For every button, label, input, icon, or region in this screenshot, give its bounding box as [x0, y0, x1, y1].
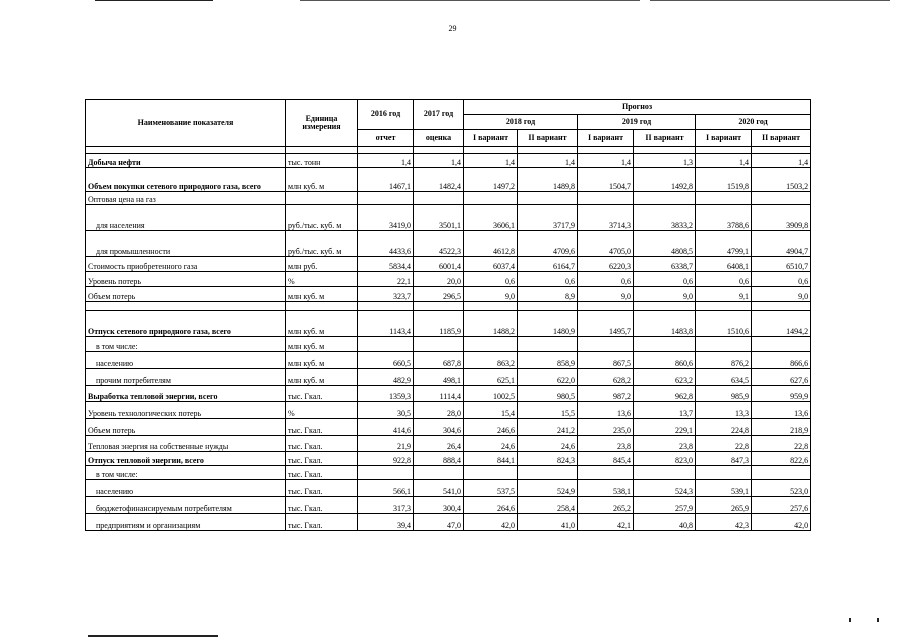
value-cell: 0,6 [518, 272, 578, 287]
value-cell: 498,1 [414, 369, 464, 386]
value-cell: 28,0 [414, 402, 464, 419]
indicator-name: населению [86, 352, 286, 369]
unit-cell: тыс. тонн [286, 154, 358, 168]
table-row [86, 168, 811, 192]
value-cell: 628,2 [578, 369, 634, 386]
value-cell [358, 466, 414, 480]
value-cell: 296,5 [414, 287, 464, 302]
value-cell: 524,9 [518, 480, 578, 497]
value-cell: 922,8 [358, 452, 414, 466]
value-cell: 847,3 [696, 452, 752, 466]
value-cell [634, 466, 696, 480]
value-cell: 224,8 [696, 419, 752, 436]
value-cell: 42,0 [464, 514, 518, 531]
value-cell: 9,0 [578, 287, 634, 302]
value-cell: 6510,7 [752, 257, 811, 272]
value-cell: 888,4 [414, 452, 464, 466]
value-cell [578, 466, 634, 480]
spacer-cell [286, 147, 358, 154]
value-cell: 860,6 [634, 352, 696, 369]
value-cell: 42,0 [752, 514, 811, 531]
header-2019-var1: I вариант [578, 130, 634, 147]
value-cell [464, 337, 518, 352]
unit-cell: % [286, 272, 358, 287]
value-cell: 1492,8 [634, 168, 696, 192]
spacer-cell [86, 147, 286, 154]
spacer-cell [634, 147, 696, 154]
value-cell: 537,5 [464, 480, 518, 497]
header-2020-var2: II вариант [752, 130, 811, 147]
value-cell: 634,5 [696, 369, 752, 386]
header-unit: Единица измерения [286, 100, 358, 147]
value-cell: 6001,4 [414, 257, 464, 272]
unit-cell: млн куб. м [286, 311, 358, 337]
table-row [86, 231, 811, 257]
value-cell: 844,1 [464, 452, 518, 466]
value-cell [696, 337, 752, 352]
unit-cell: тыс. Гкал. [286, 436, 358, 452]
header-report: отчет [358, 130, 414, 147]
value-cell: 0,6 [464, 272, 518, 287]
indicator-name: бюджетофинансируемым потребителям [86, 497, 286, 514]
value-cell: 23,8 [578, 436, 634, 452]
table-body [86, 147, 811, 531]
header-name: Наименование показателя [86, 100, 286, 147]
value-cell [696, 466, 752, 480]
value-cell: 22,1 [358, 272, 414, 287]
table-header [86, 100, 811, 147]
indicator-name: Объем покупки сетевого природного газа, всего [86, 168, 286, 192]
indicator-name: в том числе: [86, 337, 286, 352]
value-cell [414, 192, 464, 205]
scan-speck [849, 618, 851, 622]
scan-edge-line [95, 0, 213, 1]
table-row [86, 287, 811, 302]
header-2017: 2017 год [414, 100, 464, 130]
value-cell: 5834,4 [358, 257, 414, 272]
indicator-name: в том числе: [86, 466, 286, 480]
value-cell [464, 466, 518, 480]
value-cell: 3419,0 [358, 205, 414, 231]
value-cell: 845,4 [578, 452, 634, 466]
value-cell [634, 192, 696, 205]
value-cell: 13,6 [752, 402, 811, 419]
value-cell: 22,8 [752, 436, 811, 452]
table-row [86, 480, 811, 497]
value-cell: 987,2 [578, 386, 634, 402]
value-cell: 9,0 [464, 287, 518, 302]
header-2020: 2020 год [696, 115, 811, 130]
value-cell: 24,6 [518, 436, 578, 452]
scan-edge-line [300, 0, 640, 1]
spacer-cell [518, 147, 578, 154]
value-cell: 21,9 [358, 436, 414, 452]
value-cell [518, 466, 578, 480]
value-cell: 625,1 [464, 369, 518, 386]
value-cell: 6338,7 [634, 257, 696, 272]
value-cell: 47,0 [414, 514, 464, 531]
value-cell: 3501,1 [414, 205, 464, 231]
unit-cell: млн куб. м [286, 287, 358, 302]
value-cell: 1,4 [696, 154, 752, 168]
value-cell: 4433,6 [358, 231, 414, 257]
value-cell: 962,8 [634, 386, 696, 402]
indicator-name: для населения [86, 205, 286, 231]
table-row [86, 466, 811, 480]
table-row [86, 452, 811, 466]
value-cell: 1510,6 [696, 311, 752, 337]
value-cell: 538,1 [578, 480, 634, 497]
value-cell: 6220,3 [578, 257, 634, 272]
table-row [86, 402, 811, 419]
value-cell: 8,9 [518, 287, 578, 302]
forecast-table [85, 99, 811, 531]
unit-cell: тыс. Гкал. [286, 466, 358, 480]
header-estimate: оценка [414, 130, 464, 147]
spacer-cell [752, 147, 811, 154]
value-cell: 0,6 [752, 272, 811, 287]
value-cell: 524,3 [634, 480, 696, 497]
value-cell [578, 192, 634, 205]
indicator-name: Выработка тепловой энергии, всего [86, 386, 286, 402]
header-2018: 2018 год [464, 115, 578, 130]
table-row [86, 497, 811, 514]
value-cell: 42,1 [578, 514, 634, 531]
value-cell: 1,3 [634, 154, 696, 168]
value-cell: 1495,7 [578, 311, 634, 337]
value-cell: 6037,4 [464, 257, 518, 272]
value-cell: 23,8 [634, 436, 696, 452]
value-cell [696, 192, 752, 205]
value-cell: 541,0 [414, 480, 464, 497]
table-row [86, 419, 811, 436]
spacer-cell [414, 147, 464, 154]
indicator-name: Добыча нефти [86, 154, 286, 168]
value-cell [358, 192, 414, 205]
value-cell: 3833,2 [634, 205, 696, 231]
indicator-name: прочим потребителям [86, 369, 286, 386]
unit-cell [286, 192, 358, 205]
value-cell: 4709,6 [518, 231, 578, 257]
value-cell: 9,0 [752, 287, 811, 302]
value-cell: 24,6 [464, 436, 518, 452]
value-cell: 13,7 [634, 402, 696, 419]
value-cell [634, 337, 696, 352]
spacer-cell [634, 302, 696, 311]
spacer-cell [464, 147, 518, 154]
value-cell: 876,2 [696, 352, 752, 369]
unit-cell: тыс. Гкал. [286, 514, 358, 531]
value-cell: 414,6 [358, 419, 414, 436]
page-number: 29 [448, 24, 457, 33]
header-2018-var1: I вариант [464, 130, 518, 147]
value-cell: 539,1 [696, 480, 752, 497]
value-cell [464, 192, 518, 205]
unit-cell: млн куб. м [286, 369, 358, 386]
value-cell: 824,3 [518, 452, 578, 466]
value-cell: 985,9 [696, 386, 752, 402]
value-cell: 1359,3 [358, 386, 414, 402]
value-cell: 0,6 [634, 272, 696, 287]
value-cell: 4904,7 [752, 231, 811, 257]
value-cell: 1519,8 [696, 168, 752, 192]
value-cell: 39,4 [358, 514, 414, 531]
value-cell: 1,4 [414, 154, 464, 168]
value-cell: 257,6 [752, 497, 811, 514]
indicator-name: Оптовая цена на газ [86, 192, 286, 205]
value-cell: 566,1 [358, 480, 414, 497]
header-forecast: Прогноз [464, 100, 811, 115]
value-cell [518, 192, 578, 205]
value-cell: 6408,1 [696, 257, 752, 272]
value-cell: 3909,8 [752, 205, 811, 231]
spacer-cell [696, 147, 752, 154]
value-cell: 1494,2 [752, 311, 811, 337]
value-cell: 1482,4 [414, 168, 464, 192]
value-cell: 13,3 [696, 402, 752, 419]
value-cell: 4612,8 [464, 231, 518, 257]
value-cell: 687,8 [414, 352, 464, 369]
indicator-name: для промышленности [86, 231, 286, 257]
value-cell: 1,4 [358, 154, 414, 168]
value-cell: 0,6 [696, 272, 752, 287]
value-cell: 1480,9 [518, 311, 578, 337]
value-cell: 1002,5 [464, 386, 518, 402]
value-cell: 9,0 [634, 287, 696, 302]
value-cell: 300,4 [414, 497, 464, 514]
table-row [86, 337, 811, 352]
value-cell: 218,9 [752, 419, 811, 436]
value-cell: 3714,3 [578, 205, 634, 231]
value-cell: 20,0 [414, 272, 464, 287]
value-cell: 265,9 [696, 497, 752, 514]
value-cell: 22,8 [696, 436, 752, 452]
unit-cell: тыс. Гкал. [286, 386, 358, 402]
value-cell: 1489,8 [518, 168, 578, 192]
indicator-name: Уровень технологических потерь [86, 402, 286, 419]
spacer-cell [578, 147, 634, 154]
spacer-cell [752, 302, 811, 311]
value-cell [752, 466, 811, 480]
value-cell: 15,4 [464, 402, 518, 419]
value-cell: 623,2 [634, 369, 696, 386]
value-cell: 622,0 [518, 369, 578, 386]
scan-speck [877, 618, 879, 622]
indicator-name: Тепловая энергия на собственные нужды [86, 436, 286, 452]
unit-cell: млн руб. [286, 257, 358, 272]
value-cell: 980,5 [518, 386, 578, 402]
value-cell: 9,1 [696, 287, 752, 302]
value-cell: 1143,4 [358, 311, 414, 337]
value-cell: 1185,9 [414, 311, 464, 337]
table-row [86, 514, 811, 531]
indicator-name: Стоимость приобретенного газа [86, 257, 286, 272]
value-cell: 959,9 [752, 386, 811, 402]
value-cell: 235,0 [578, 419, 634, 436]
table-row [86, 205, 811, 231]
value-cell: 323,7 [358, 287, 414, 302]
spacer-cell [696, 302, 752, 311]
spacer-cell [518, 302, 578, 311]
value-cell: 482,9 [358, 369, 414, 386]
value-cell: 660,5 [358, 352, 414, 369]
spacer-cell [286, 302, 358, 311]
value-cell: 1,4 [518, 154, 578, 168]
table-row [86, 272, 811, 287]
value-cell: 42,3 [696, 514, 752, 531]
value-cell: 3717,9 [518, 205, 578, 231]
spacer-cell [358, 302, 414, 311]
indicator-name: Уровень потерь [86, 272, 286, 287]
unit-cell: тыс. Гкал. [286, 452, 358, 466]
value-cell [414, 466, 464, 480]
value-cell [518, 337, 578, 352]
table-row [86, 436, 811, 452]
value-cell: 264,6 [464, 497, 518, 514]
indicator-name: Отпуск сетевого природного газа, всего [86, 311, 286, 337]
value-cell: 40,8 [634, 514, 696, 531]
value-cell: 13,6 [578, 402, 634, 419]
value-cell: 858,9 [518, 352, 578, 369]
value-cell: 1504,7 [578, 168, 634, 192]
value-cell: 257,9 [634, 497, 696, 514]
value-cell: 4808,5 [634, 231, 696, 257]
value-cell [752, 337, 811, 352]
value-cell: 258,4 [518, 497, 578, 514]
value-cell: 822,6 [752, 452, 811, 466]
value-cell: 1503,2 [752, 168, 811, 192]
unit-cell: млн куб. м [286, 337, 358, 352]
table-spacer-row [86, 147, 811, 154]
value-cell: 1,4 [752, 154, 811, 168]
value-cell: 867,5 [578, 352, 634, 369]
table-row [86, 369, 811, 386]
scan-edge-line [88, 635, 218, 637]
table-row [86, 352, 811, 369]
unit-cell: млн куб. м [286, 168, 358, 192]
spacer-cell [414, 302, 464, 311]
value-cell: 3606,1 [464, 205, 518, 231]
value-cell: 229,1 [634, 419, 696, 436]
value-cell: 4705,0 [578, 231, 634, 257]
value-cell [578, 337, 634, 352]
spacer-cell [578, 302, 634, 311]
indicator-name: населению [86, 480, 286, 497]
header-2018-var2: II вариант [518, 130, 578, 147]
value-cell: 3788,6 [696, 205, 752, 231]
value-cell: 41,0 [518, 514, 578, 531]
table-row [86, 154, 811, 168]
value-cell: 304,6 [414, 419, 464, 436]
value-cell: 1488,2 [464, 311, 518, 337]
unit-cell: % [286, 402, 358, 419]
value-cell: 317,3 [358, 497, 414, 514]
table-row [86, 257, 811, 272]
value-cell: 4522,3 [414, 231, 464, 257]
value-cell: 241,2 [518, 419, 578, 436]
unit-cell: руб./тыс. куб. м [286, 231, 358, 257]
spacer-cell [464, 302, 518, 311]
value-cell: 863,2 [464, 352, 518, 369]
indicator-name: Отпуск тепловой энергии, всего [86, 452, 286, 466]
header-2019: 2019 год [578, 115, 696, 130]
value-cell: 1483,8 [634, 311, 696, 337]
unit-cell: руб./тыс. куб. м [286, 205, 358, 231]
value-cell: 1497,2 [464, 168, 518, 192]
indicator-name: Объем потерь [86, 419, 286, 436]
table-row [86, 311, 811, 337]
header-2019-var2: II вариант [634, 130, 696, 147]
value-cell: 1467,1 [358, 168, 414, 192]
spacer-cell [358, 147, 414, 154]
unit-cell: тыс. Гкал. [286, 419, 358, 436]
table-row [86, 192, 811, 205]
value-cell: 523,0 [752, 480, 811, 497]
value-cell: 866,6 [752, 352, 811, 369]
value-cell [414, 337, 464, 352]
unit-cell: тыс. Гкал. [286, 480, 358, 497]
value-cell: 823,0 [634, 452, 696, 466]
value-cell: 246,6 [464, 419, 518, 436]
scan-edge-line [650, 0, 890, 1]
value-cell: 265,2 [578, 497, 634, 514]
value-cell [752, 192, 811, 205]
indicator-name: предприятиям и организациям [86, 514, 286, 531]
value-cell: 4799,1 [696, 231, 752, 257]
table-row [86, 386, 811, 402]
value-cell: 6164,7 [518, 257, 578, 272]
value-cell [358, 337, 414, 352]
unit-cell: тыс. Гкал. [286, 497, 358, 514]
value-cell: 0,6 [578, 272, 634, 287]
value-cell: 30,5 [358, 402, 414, 419]
header-2016: 2016 год [358, 100, 414, 130]
spacer-cell [86, 302, 286, 311]
indicator-name: Объем потерь [86, 287, 286, 302]
header-2020-var1: I вариант [696, 130, 752, 147]
unit-cell: млн куб. м [286, 352, 358, 369]
table-spacer-row [86, 302, 811, 311]
value-cell: 26,4 [414, 436, 464, 452]
value-cell: 15,5 [518, 402, 578, 419]
value-cell: 1114,4 [414, 386, 464, 402]
value-cell: 1,4 [464, 154, 518, 168]
value-cell: 627,6 [752, 369, 811, 386]
value-cell: 1,4 [578, 154, 634, 168]
